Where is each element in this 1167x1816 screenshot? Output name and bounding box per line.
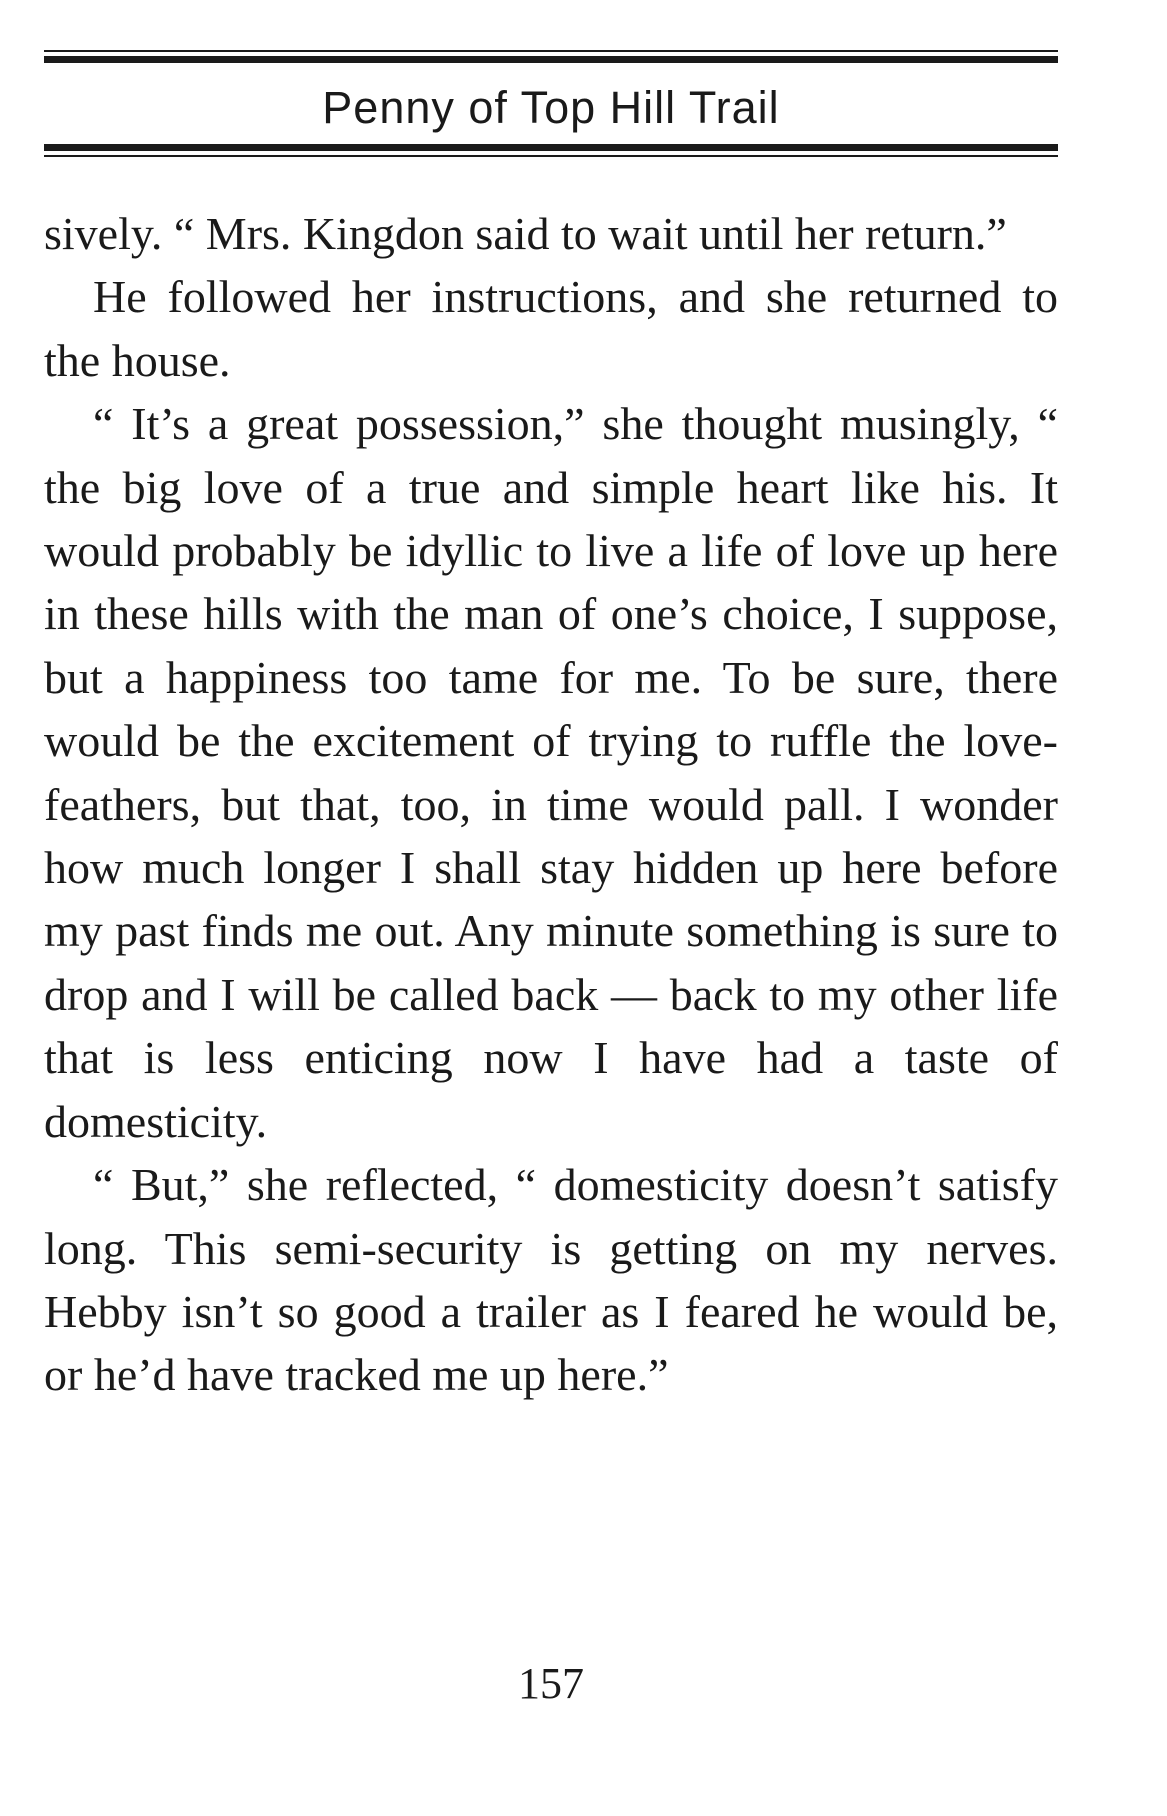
body-text: [44, 202, 1058, 1407]
paragraph-continued: sively. “ Mrs. Kingdon said to wait until her return.”: [44, 208, 1007, 259]
book-page: [44, 44, 1058, 1774]
paragraph: He followed her instructions, and she returned to the house.: [44, 271, 1058, 386]
running-head: Penny of Top Hill Trail: [322, 82, 780, 133]
paragraph: “ It’s a great possession,” she thought musingly, “ the big love of a true and simple heart like his. It would probably be idyllic to live a life of love up here in these hills with the man of one’s choice, I suppose, but a happiness too tame for me. To be sure, there would be the excitement of trying to ruffle the love-feathers, but that, too, in time would pall. I wonder how much longer I shall stay hidden up here before my past finds me out. Any minute something is sure to drop and I will be called back — back to my other life that is less enticing now I have had a taste of domesticity.: [44, 398, 1058, 1147]
page-number: 157: [518, 1659, 584, 1708]
header-rule-top: [44, 50, 1058, 63]
paragraph: “ But,” she reflected, “ domesticity doesn’t satisfy long. This semi-security is getting on my nerves. Hebby isn’t so good a trailer as I feared he would be, or he’d have tracked me up here.”: [44, 1159, 1058, 1401]
header-rule-bottom: [44, 144, 1058, 157]
